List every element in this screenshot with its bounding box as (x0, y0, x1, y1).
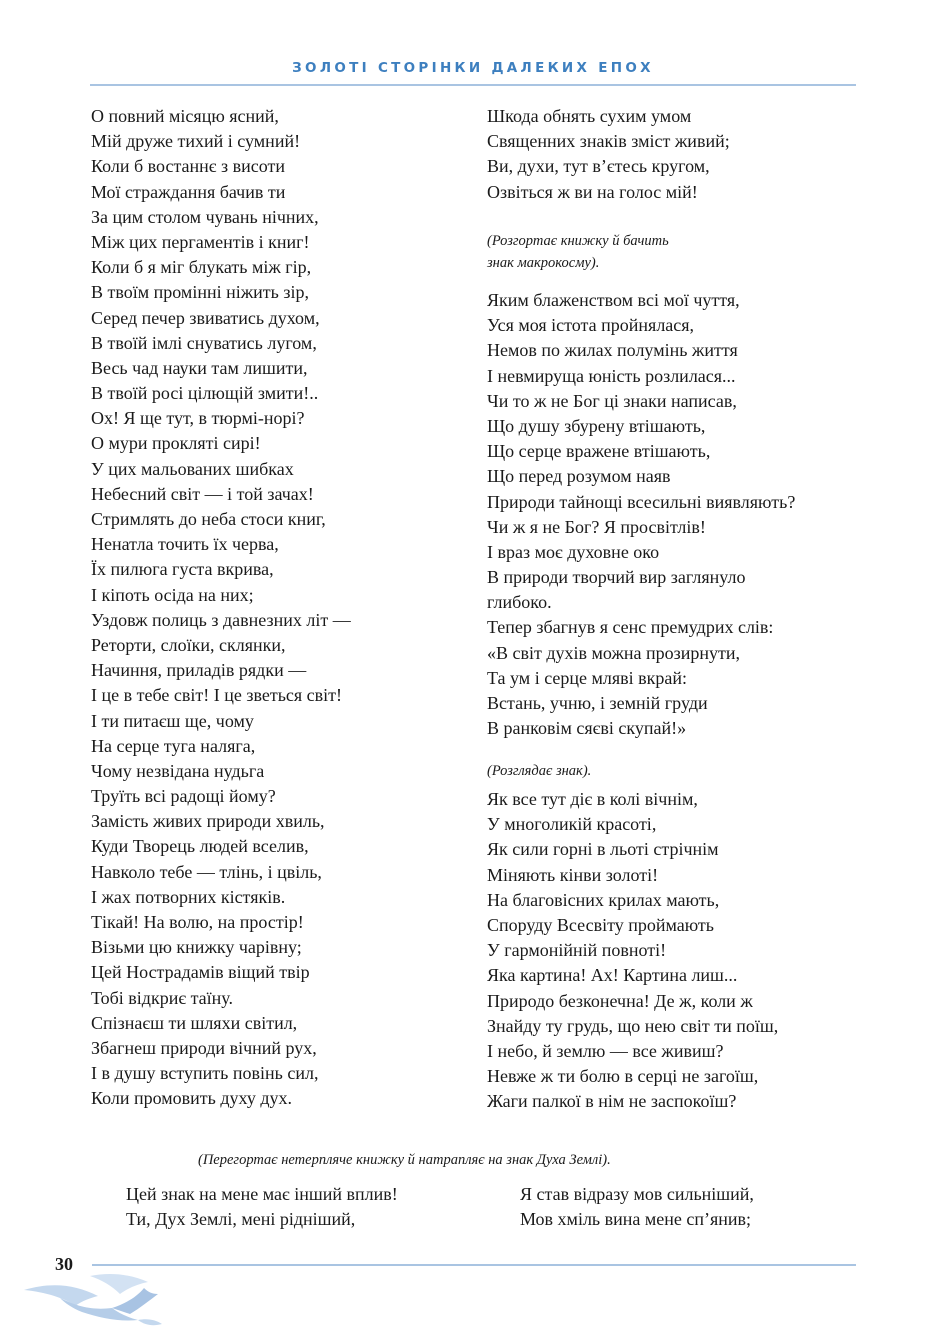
verse-line: Міняють кінви золоті! (487, 864, 659, 885)
verse-line: Ненатла точить їх черва, (91, 534, 279, 555)
verse-line: За цим столом чувань нічних, (91, 206, 319, 227)
verse-line: Яка картина! Ах! Картина лиш... (487, 965, 738, 986)
right-verse-block-2 (487, 288, 795, 741)
stage-direction-line: (Перегортає нетерпляче книжку й натрапляє на знак Духа Землі). (198, 1152, 611, 1168)
verse-line: Яким блаженством всі мої чуття, (487, 290, 740, 310)
verse-line: Небесний світ — і той зачах! (91, 483, 314, 504)
verse-line: Серед печер звиватись духом, (91, 307, 320, 328)
verse-line: Встань, учню, і земній груди (487, 693, 708, 713)
verse-line: Уздовж полиць з давнезних літ — (91, 609, 351, 630)
verse-line: В природи творчий вир заглянуло (487, 567, 746, 588)
verse-line: Мов хміль вина мене сп’янив; (520, 1209, 752, 1230)
right-verse-block-3 (487, 787, 778, 1114)
verse-line: Куди Творець людей вселив, (91, 836, 309, 857)
right-verse-block-1 (487, 104, 730, 205)
verse-line: Їх пилюга густа вкрива, (91, 559, 274, 580)
verse-line: (Розгортає книжку й бачить (487, 233, 669, 249)
verse-line: Коли промовить духу дух. (91, 1088, 293, 1109)
verse-line: Природо безконечна! Де ж, коли ж (487, 990, 753, 1011)
verse-line: Збагнеш природи вічний рух, (91, 1037, 317, 1058)
verse-line: Чи ж я не Бог? Я просвітлів! (487, 516, 706, 537)
verse-line: Що душу збурену втішають, (487, 415, 706, 436)
verse-line: На благовісних крилах мають, (487, 889, 720, 910)
verse-line: Спізнаєш ти шляхи світил, (91, 1012, 298, 1033)
verse-line: Коли б я міг блукать між гір, (91, 257, 312, 278)
verse-line: І кіпоть осіда на них; (91, 584, 254, 605)
verse-line: Чому незвідана нудьга (91, 760, 265, 781)
verse-line: У многоликій красоті, (487, 814, 657, 835)
verse-line: Священних знаків зміст живий; (487, 131, 730, 152)
verse-line: О мури прокляті сирі! (91, 433, 261, 454)
verse-line: Споруду Всесвіту проймають (487, 914, 715, 935)
stage-direction-line: (Розглядає знак). (487, 763, 592, 779)
verse-line: Начиння, приладів рядки — (91, 660, 307, 681)
footer-rule (92, 1264, 856, 1266)
verse-line: Шкода обнять сухим умом (487, 106, 692, 126)
stage-direction-3 (198, 1149, 611, 1171)
verse-line: В ранковім сяєві скупай!» (487, 718, 687, 739)
verse-line: Жаги палкої в нім не заспокоїш? (487, 1091, 737, 1112)
verse-line: Природи тайнощі всесильні виявляють? (487, 491, 796, 512)
verse-line: Що серце вражене втішають, (487, 441, 711, 462)
verse-line: Стримлять до неба стоси книг, (91, 509, 326, 529)
verse-line: Уся моя істота пройнялася, (487, 315, 695, 336)
verse-line: Коли б востаннє з висоти (91, 156, 286, 177)
verse-line: Як все тут діє в колі вічнім, (487, 789, 698, 809)
verse-line: Ти, Дух Землі, мені рідніший, (126, 1209, 356, 1230)
verse-line: Немов по жилах полумінь життя (487, 340, 738, 361)
verse-line: В твоїй росі цілющій змити!.. (91, 383, 319, 404)
verse-line: Невже ж ти болю в серці не загоїш, (487, 1066, 759, 1087)
verse-line: У гармонійній повноті! (487, 940, 667, 961)
verse-line: Візьми цю книжку чарівну; (91, 937, 302, 958)
header-rule (90, 84, 856, 86)
verse-line: Ви, духи, тут в’єтесь кругом, (487, 156, 710, 177)
verse-line: Та ум і серце мляві вкрай: (487, 667, 688, 688)
verse-line: Знайду ту грудь, що нею світ ти поїш, (487, 1015, 779, 1036)
verse-line: У цих мальованих шибках (91, 458, 294, 479)
verse-line: В твоїм промінні ніжить зір, (91, 282, 309, 303)
verse-line: На серце туга наляга, (91, 735, 256, 756)
verse-line: Навколо тебе — тлінь, і цвіль, (91, 861, 322, 882)
verse-line: Що перед розумом наяв (487, 466, 671, 487)
verse-line: Мій друже тихий і сумний! (91, 131, 301, 152)
verse-line: Тікай! На волю, на простір! (91, 912, 304, 932)
verse-line: І це в тебе світ! І це зветься світ! (91, 685, 343, 706)
bottom-left-verse (126, 1182, 398, 1232)
verse-line: Реторти, слоїки, склянки, (91, 634, 286, 655)
bottom-right-verse (520, 1182, 754, 1232)
verse-line: Замість живих природи хвиль, (91, 811, 325, 832)
verse-line: І в душу вступить повінь сил, (91, 1063, 319, 1084)
verse-line: Весь чад науки там лишити, (91, 357, 308, 378)
verse-line: І враз моє духовне око (487, 541, 660, 562)
verse-line: Труїть всі радощі йому? (91, 786, 276, 807)
verse-line: Цей Нострадамів віщий твір (91, 962, 310, 983)
verse-line: Цей знак на мене має інший вплив! (126, 1184, 398, 1204)
verse-line: І жах потворних кістяків. (91, 886, 286, 907)
verse-line: Між цих пергаментів і книг! (91, 231, 310, 252)
stage-direction-2 (487, 760, 591, 782)
verse-line: І ти питаєш ще, чому (91, 710, 254, 731)
verse-line: І невмируща юність розлилася... (487, 365, 736, 386)
stage-direction-1 (487, 230, 669, 274)
running-header: ЗОЛОТІ СТОРІНКИ ДАЛЕКИХ ЕПОХ (292, 60, 654, 76)
verse-line: Я став відразу мов сильніший, (520, 1184, 754, 1204)
verse-line: знак макрокосму). (487, 255, 600, 271)
verse-line: Як сили горні в льоті стрічнім (487, 839, 719, 860)
left-verse-column (91, 104, 351, 1112)
verse-line: глибоко. (487, 592, 552, 613)
page-number: 30 (55, 1254, 73, 1274)
verse-line: І небо, й землю — все живиш? (487, 1040, 724, 1061)
verse-line: Тобі відкриє таїну. (91, 987, 233, 1008)
verse-line: О повний місяцю ясний, (91, 106, 279, 126)
verse-line: Тепер збагнув я сенс премудрих слів: (487, 617, 774, 638)
verse-line: Ох! Я ще тут, в тюрмі-норі? (91, 408, 305, 429)
verse-line: Озвіться ж ви на голос мій! (487, 181, 698, 202)
verse-line: В твоїй імлі снуватись лугом, (91, 332, 317, 353)
verse-line: Мої страждання бачив ти (91, 181, 286, 202)
verse-line: «В світ духів можна прозирнути, (487, 642, 741, 663)
flying-birds-icon (20, 1268, 170, 1328)
verse-line: Чи то ж не Бог ці знаки написав, (487, 390, 737, 411)
